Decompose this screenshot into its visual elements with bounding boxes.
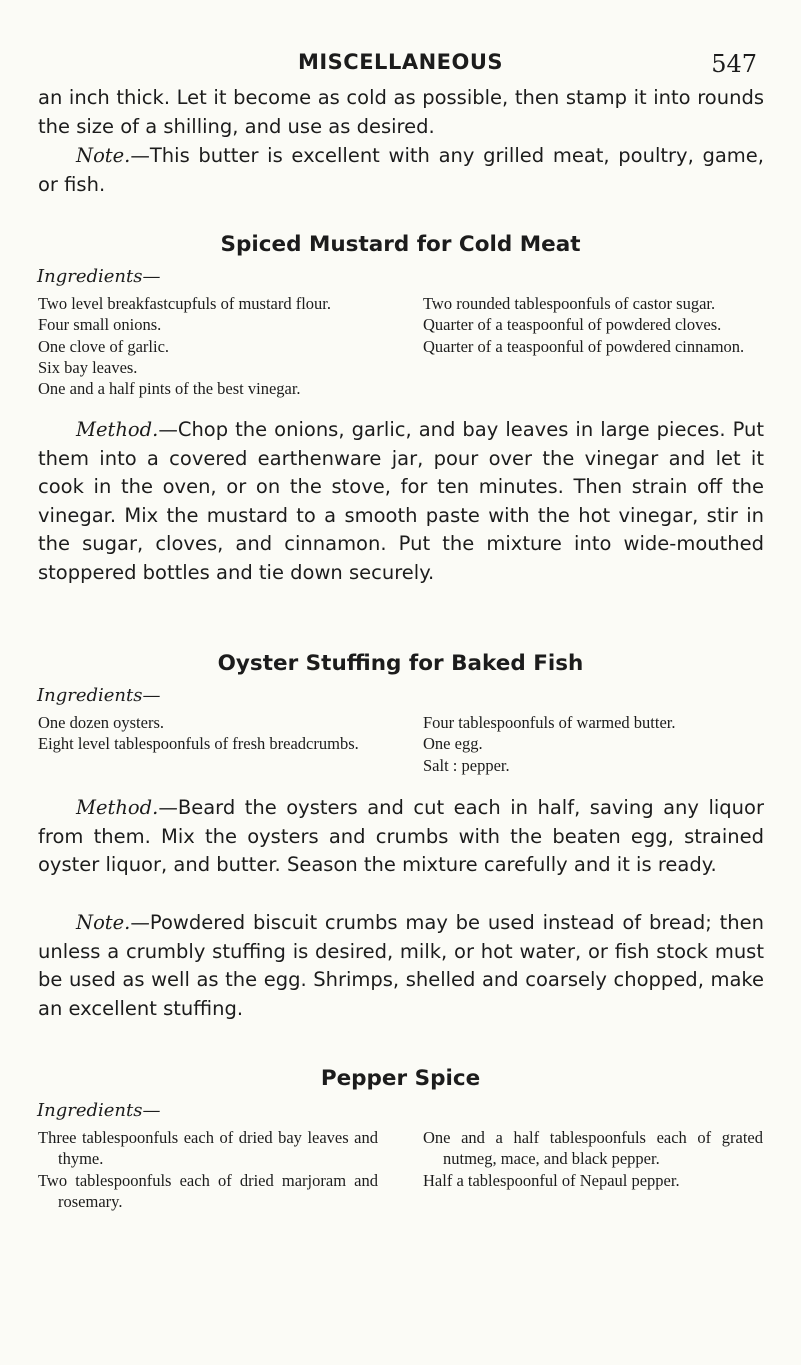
ingredients-right-column [423,293,763,357]
method-label: Method. [76,418,159,441]
recipe-title-pepper-spice: Pepper Spice [320,1066,481,1091]
page-number: 547 [711,50,757,78]
ingredients-left-column [38,712,378,755]
method-label: Method. [76,796,159,819]
method-paragraph [38,416,764,588]
method-text: —Chop the onions, garlic, and bay leaves in large pieces. Put them into a covered earthenware jar, pour over the vinegar and let it cook in the oven, or on the stove, for ten minutes. Then strain off the vinegar. Mix the mustard to a smooth paste with the hot vinegar, stir in the sugar, cloves, and cinnamon. Put the mixture into wide-mouthed stoppered bottles and tie down securely. [38,418,764,584]
ingredients-right-column [423,1127,763,1191]
ingredient-item: Half a tablespoonful of Nepaul pepper. [423,1170,680,1190]
ingredient-item: Four small onions. [38,315,162,335]
ingredients-left-column [38,293,378,399]
ingredient-item: Two rounded tablespoonfuls of castor sugar. [423,294,716,313]
intro-note [38,142,764,199]
intro-paragraph: an inch thick. Let it become as cold as possible, then stamp it into rounds the size of a shilling, and use as desired. [38,86,764,138]
ingredient-item: Two level breakfastcupfuls of mustard flour. [38,294,332,313]
method-text: —Beard the oysters and cut each in half, saving any liquor from them. Mix the oysters and crumbs with the beaten egg, strained oyster liquor, and butter. Season the mixture carefully and it is ready. [38,796,764,877]
ingredient-item: Quarter of a teaspoonful of powdered cinnamon. [423,336,745,356]
ingredient-item: One and a half pints of the best vinegar. [38,379,301,399]
ingredient-item: Salt : pepper. [423,755,510,775]
note-text: —Powdered biscuit crumbs may be used instead of bread; then unless a crumbly stuffing is desired, milk, or hot water, or fish stock must be used as well as the egg. Shrimps, shelled and coarsely chopped, make an excellent stuffing. [38,911,764,1020]
ingredient-item: Three tablespoonfuls each of dried bay leaves and thyme. [38,1128,378,1169]
recipe-title-oyster-stuffing: Oyster Stuffing for Baked Fish [217,651,584,676]
recipe-title-spiced-mustard: Spiced Mustard for Cold Meat [220,232,581,257]
ingredients-heading: Ingredients— [37,266,161,287]
ingredient-item: One and a half tablespoonfuls each of grated nutmeg, mace, and black pepper. [423,1128,763,1169]
ingredient-item: One clove of garlic. [38,336,170,356]
note-label: Note. [76,911,131,934]
method-paragraph [38,794,764,880]
ingredients-heading: Ingredients— [37,685,161,706]
ingredients-right-column [423,712,763,776]
note-text: —This butter is excellent with any grilled meat, poultry, game, or fish. [38,144,764,196]
ingredient-item: Four tablespoonfuls of warmed butter. [423,713,676,732]
ingredients-left-column [38,1127,378,1212]
note-label: Note. [76,144,131,167]
ingredient-item: Eight level tablespoonfuls of fresh breadcrumbs. [38,734,359,754]
ingredient-item: Six bay leaves. [38,357,138,377]
ingredients-heading: Ingredients— [37,1100,161,1121]
ingredient-item: One egg. [423,734,483,754]
note-paragraph [38,909,764,1023]
ingredient-item: Two tablespoonfuls each of dried marjoram and rosemary. [38,1170,378,1211]
running-title: MISCELLANEOUS [297,50,504,74]
ingredient-item: One dozen oysters. [38,713,165,732]
ingredient-item: Quarter of a teaspoonful of powdered cloves. [423,315,722,335]
